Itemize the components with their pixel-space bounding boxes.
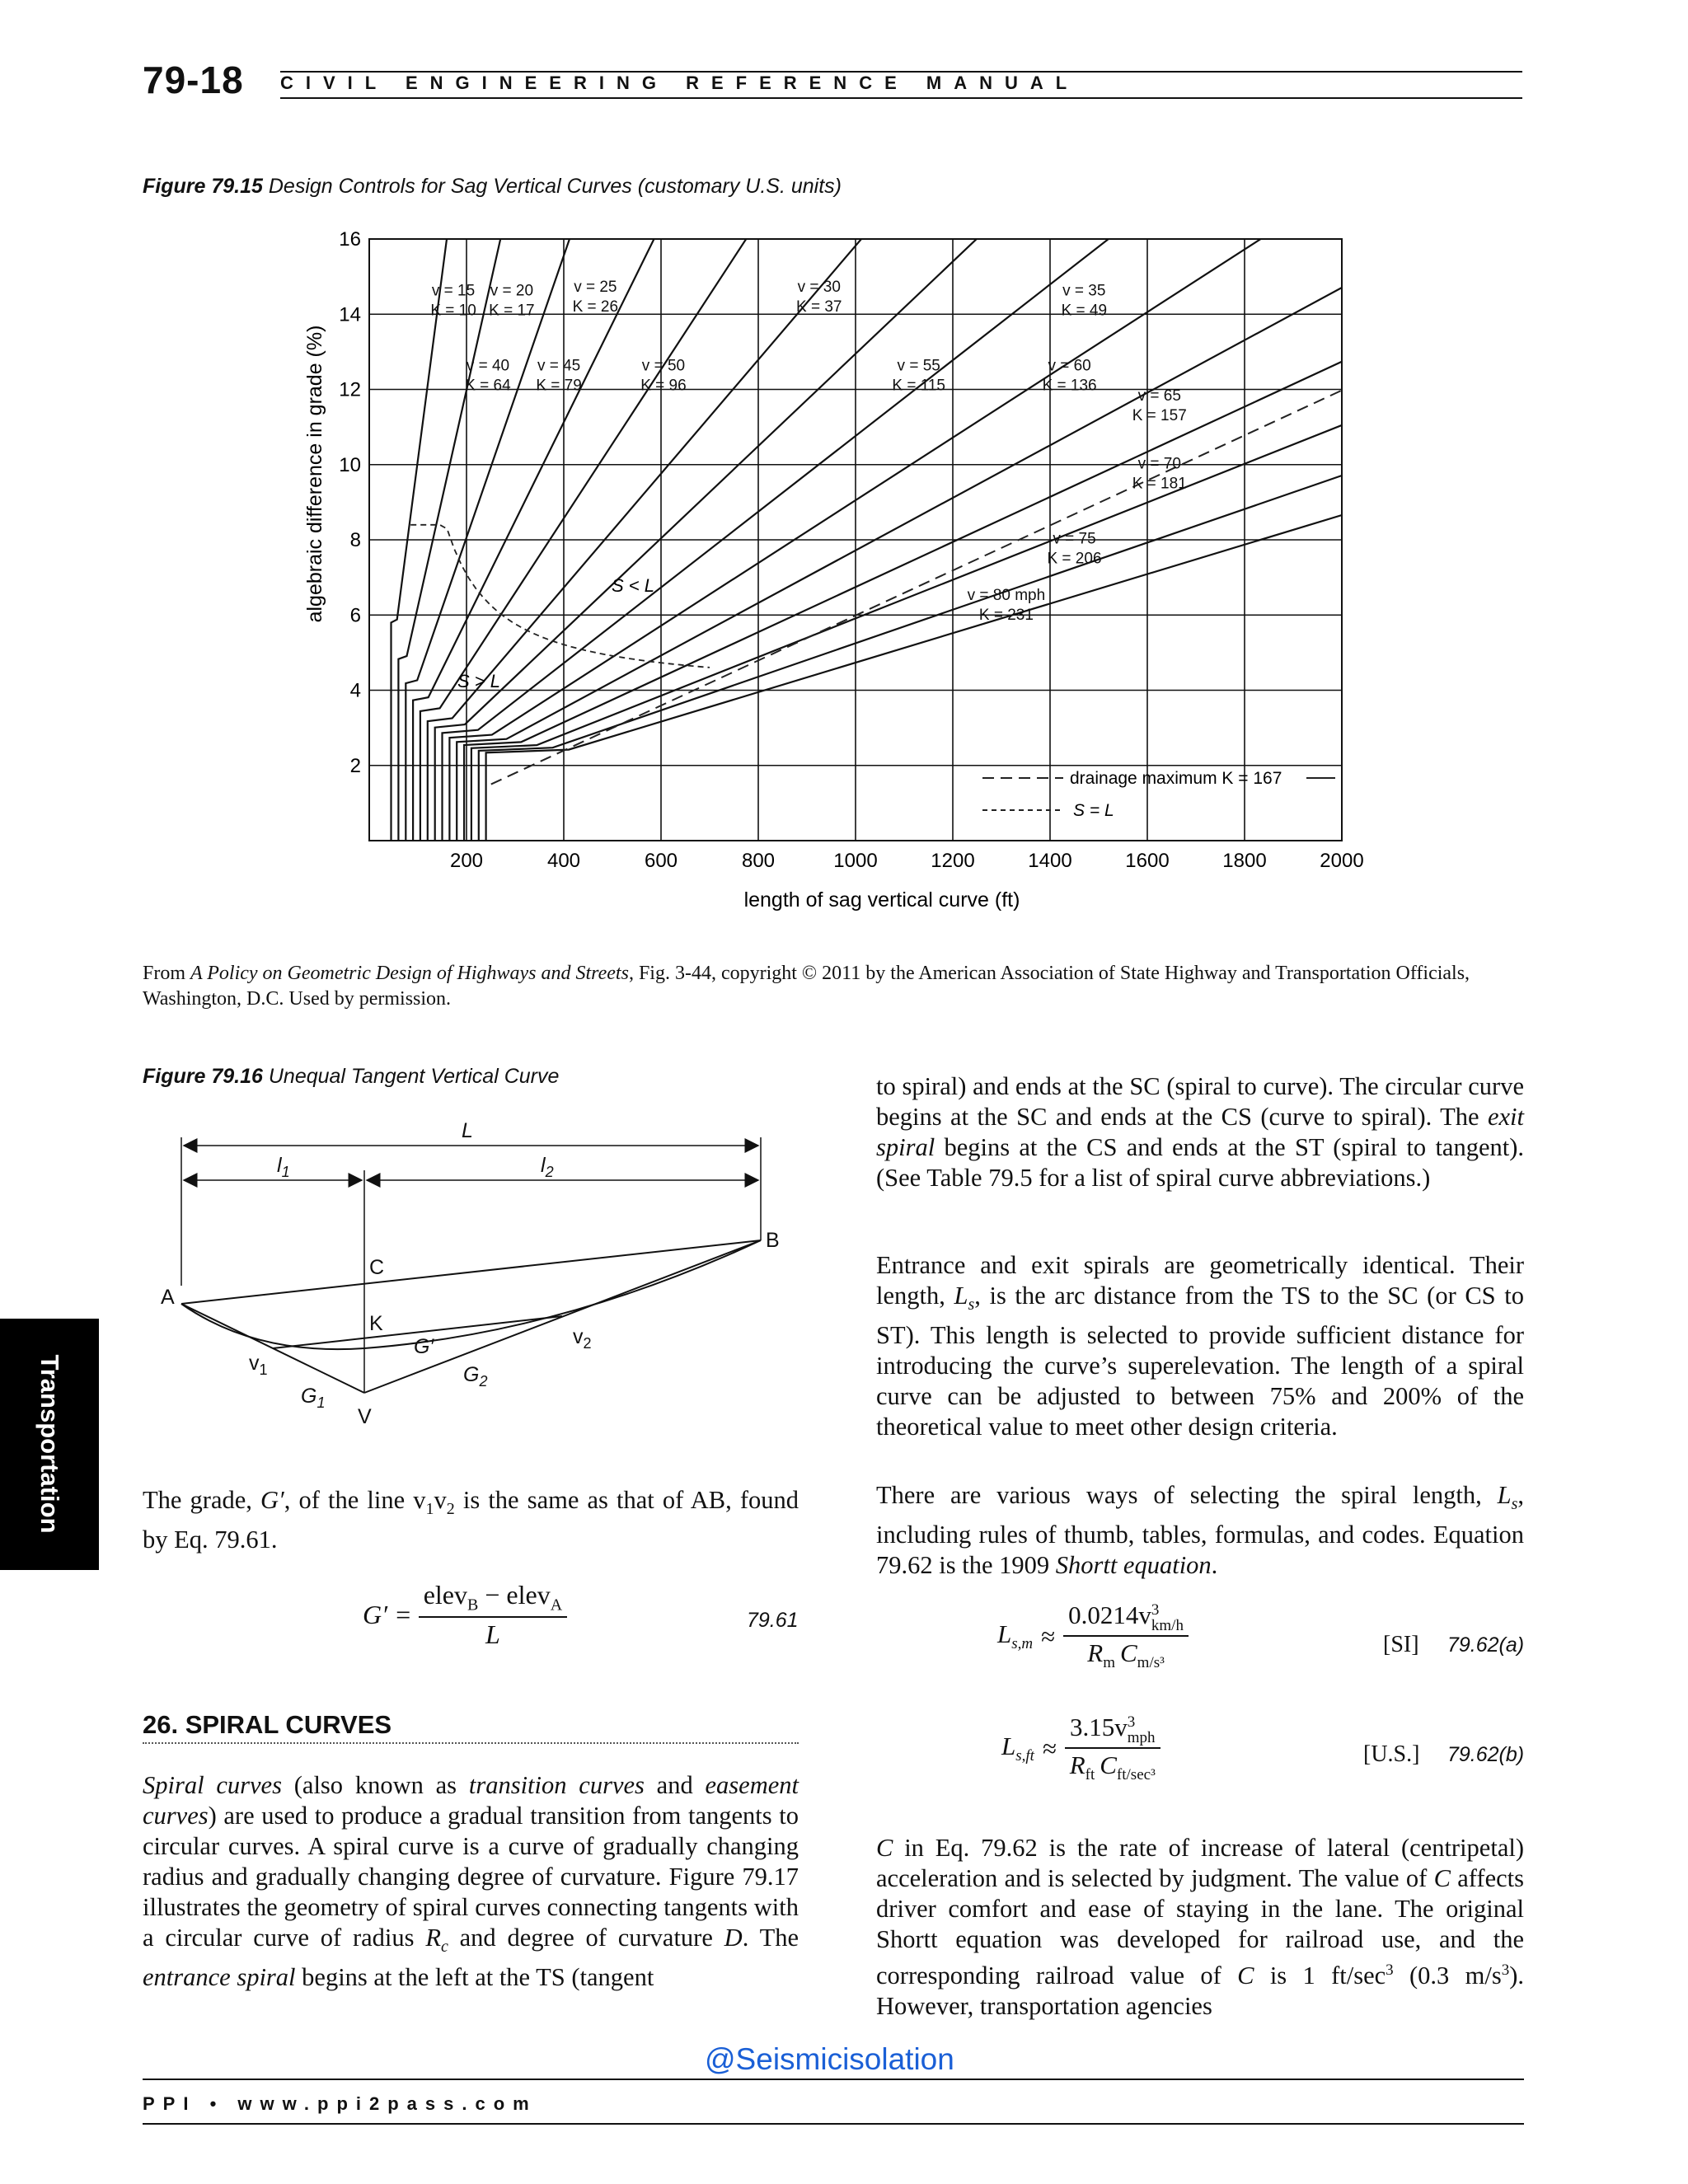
eq-79-62a-unit-tag: [SI] xyxy=(1383,1632,1419,1657)
figure-79-15-credit xyxy=(143,961,1524,1012)
figure-79-16-label: Figure 79.16 xyxy=(143,1065,263,1088)
series-k-label: K = 26 xyxy=(572,298,619,316)
unequal-tangent-diagram xyxy=(157,1113,808,1459)
series-speed-label: v = 15 xyxy=(431,282,476,300)
watermark: @Seismicisolation xyxy=(705,2042,954,2076)
right-column-paragraph-3: There are various ways of selecting the spiral length, $L_s$, including rules of thumb, tables, formulas, and codes. Equation 79.62 is the 1909 Shortt equation. xyxy=(876,1481,1524,1580)
series-speed-label: v = 45 xyxy=(537,357,581,375)
series-k-label: K = 157 xyxy=(1132,407,1187,425)
figure-79-15-title: Design Controls for Sag Vertical Curves (customary U.S. units) xyxy=(268,175,842,198)
label-A: A xyxy=(161,1286,175,1309)
x-tick-label: 1800 xyxy=(1222,850,1267,872)
series-speed-label: v = 25 xyxy=(574,278,617,296)
label-G2: $G_2$ xyxy=(463,1363,488,1390)
series-k-label: K = 37 xyxy=(796,298,842,316)
figure-79-15-caption xyxy=(143,175,842,199)
chord-AB xyxy=(181,1240,761,1304)
series-speed-label: v = 30 xyxy=(797,278,841,296)
series-k-label: K = 49 xyxy=(1061,302,1108,320)
figure-79-16-title: Unequal Tangent Vertical Curve xyxy=(268,1065,560,1088)
eq-79-62b-unit-tag: [U.S.] xyxy=(1363,1741,1420,1767)
chart-legend xyxy=(982,769,1335,820)
credit-prefix: From xyxy=(143,963,191,984)
series-speed-label: v = 50 xyxy=(641,357,686,375)
x-tick-label: 1000 xyxy=(833,850,878,872)
s-equals-l-curve xyxy=(410,525,710,668)
label-L: L xyxy=(462,1119,473,1142)
s-less-l-label: S < L xyxy=(612,575,654,596)
x-tick-label: 800 xyxy=(741,850,776,872)
running-title: CIVIL ENGINEERING REFERENCE MANUAL xyxy=(280,73,1080,93)
series-speed-label: v = 55 xyxy=(897,357,940,375)
header-rule-bottom xyxy=(280,97,1522,99)
section-tab xyxy=(0,1319,99,1570)
y-tick-label: 4 xyxy=(349,679,361,702)
series-speed-label: v = 40 xyxy=(466,357,510,375)
equation-79-62b: $L_{s,ft}$ ≈ 3.15v 3 mph $R_{ft}$ $C_{ft/sec^3}$ xyxy=(1001,1713,1160,1784)
series-k-label: K = 206 xyxy=(1047,550,1102,568)
page-number: 79-18 xyxy=(143,59,244,101)
series-k-label: K = 96 xyxy=(640,377,687,395)
label-K: K xyxy=(369,1312,383,1335)
s-greater-l-label: S > L xyxy=(457,671,500,691)
eq-79-62a-number: 79.62(a) xyxy=(1447,1633,1525,1657)
figure-79-16-caption xyxy=(143,1065,559,1089)
tangent-VB xyxy=(364,1240,761,1393)
header-rule-top xyxy=(280,71,1522,73)
label-v1: $v_1$ xyxy=(249,1352,268,1378)
y-tick-label: 6 xyxy=(349,604,361,627)
footer-rule-top xyxy=(143,2079,1524,2080)
section-tab-label: Transportation xyxy=(35,1354,64,1534)
grade-paragraph: The grade, G′, of the line $v_1v_2$ is the same as that of AB, found by Eq. 79.61. xyxy=(143,1486,799,1554)
label-C: C xyxy=(369,1256,385,1279)
footer-text: PPI • www.ppi2pass.com xyxy=(143,2093,537,2114)
series-k-label: K = 17 xyxy=(489,302,535,320)
series-speed-label: v = 80 mph xyxy=(967,587,1046,604)
series-speed-label: v = 75 xyxy=(1053,530,1096,548)
legend-s-eq-l-label: S = L xyxy=(1073,801,1114,820)
right-column-paragraph-1: to spiral) and ends at the SC (spiral to curve). The circular curve begins at the SC and ends at the CS (curve to spiral). The exit spiral begins at the CS and ends at the ST (spiral to tangent). (See Table 79.5 for a list of spiral curve abbreviations.) xyxy=(876,1072,1524,1192)
chart-series-labels xyxy=(430,279,1186,624)
eq-79-62b-number: 79.62(b) xyxy=(1447,1743,1525,1766)
equation-79-61 xyxy=(363,1580,567,1650)
series-k-label: K = 115 xyxy=(892,377,946,395)
design-control-curve xyxy=(486,515,1342,841)
y-tick-label: 16 xyxy=(339,228,361,251)
label-v2: $v_2$ xyxy=(573,1325,592,1352)
x-tick-label: 600 xyxy=(644,850,678,872)
section-heading-rule xyxy=(143,1742,799,1744)
legend-drainage-label: drainage maximum K = 167 xyxy=(1070,769,1282,788)
x-tick-label: 400 xyxy=(546,850,581,872)
credit-title: A Policy on Geometric Design of Highways and Streets xyxy=(190,963,629,984)
series-k-label: K = 79 xyxy=(536,377,582,395)
y-axis-label: algebraic difference in grade (%) xyxy=(303,325,326,623)
series-speed-label: v = 60 xyxy=(1048,357,1091,375)
spiral-curves-paragraph: Spiral curves (also known as transition curves and easement curves) are used to produce a gradual transition from tangents to circular curves. A spiral curve is a curve of gradually changing radius and gradually changing degree of curvature. Figure 79.17 illustrates the geometry of spiral curves connecting tangents with a circular curve of radius $R_c$ and degree of curvature D. The entrance spiral begins at the left at the TS (tangent xyxy=(143,1771,799,1992)
chart-grid xyxy=(369,239,1342,841)
series-k-label: K = 136 xyxy=(1042,377,1097,395)
series-k-label: K = 181 xyxy=(1132,475,1187,493)
equation-79-62a: $L_{s,m}$ ≈ 0.0214v 3 km/h $R_m$ $C_{m/s^3}$ xyxy=(997,1601,1189,1672)
sag-vertical-curve-chart xyxy=(297,223,1401,923)
y-tick-label: 2 xyxy=(349,754,361,777)
series-k-label: K = 231 xyxy=(978,607,1034,624)
x-tick-label: 1400 xyxy=(1028,850,1072,872)
y-tick-label: 12 xyxy=(339,378,361,401)
x-tick-label: 2000 xyxy=(1320,850,1364,872)
label-G1: $G_1$ xyxy=(301,1385,326,1411)
figure-79-15-label: Figure 79.15 xyxy=(143,175,263,198)
series-k-label: K = 64 xyxy=(465,377,511,395)
right-column-paragraph-4: C in Eq. 79.62 is the rate of increase of lateral (centripetal) acceleration and is selected by judgment. The value of C affects driver comfort and ease of staying in the lane. The original Shortt equation was developed for railroad use, and the corresponding railroad value of C is 1 $ft/\sec^3$ (0.3 $m/s^3$). However, transportation agencies xyxy=(876,1834,1524,2021)
footer-rule-bottom xyxy=(143,2123,1524,2125)
series-k-label: K = 10 xyxy=(430,302,476,320)
x-axis-label: length of sag vertical curve (ft) xyxy=(743,888,1020,912)
series-speed-label: v = 70 xyxy=(1137,455,1181,473)
series-speed-label: v = 35 xyxy=(1062,282,1106,300)
label-B: B xyxy=(766,1229,780,1252)
right-column-paragraph-2: Entrance and exit spirals are geometrically identical. Their length, $L_s$, is the arc distance from the TS to the SC (or CS to ST). This length is selected to provide sufficient distance for introducing the curve’s superelevation. The length of a spiral curve can be adjusted to between 75% and 200% of the theoretical value to meet other design criteria. xyxy=(876,1251,1524,1441)
label-l2: $l_2$ xyxy=(541,1154,554,1180)
x-tick-label: 200 xyxy=(449,850,484,872)
eq-79-61-fraction: elev$_B$ − elev$_A$ L xyxy=(419,1580,567,1650)
x-tick-label: 1200 xyxy=(931,850,975,872)
label-Gprime: G′ xyxy=(414,1335,434,1358)
series-speed-label: v = 65 xyxy=(1137,387,1181,405)
x-tick-label: 1600 xyxy=(1125,850,1170,872)
y-tick-label: 10 xyxy=(339,453,361,476)
y-tick-label: 8 xyxy=(349,529,361,551)
series-speed-label: v = 20 xyxy=(490,282,534,300)
eq-79-61-lhs: G′ = xyxy=(363,1600,412,1630)
y-tick-label: 14 xyxy=(339,303,361,326)
credit-rest: , Fig. 3-44, copyright © 2011 by the American Association of State Highway and Transportation Officials, Washington, D.C. Used by permission. xyxy=(143,963,1470,1010)
label-V: V xyxy=(358,1405,372,1428)
eq-79-61-number: 79.61 xyxy=(747,1609,799,1632)
section-heading-spiral-curves: 26. SPIRAL CURVES xyxy=(143,1710,392,1739)
label-l1: $l_1$ xyxy=(277,1154,290,1180)
